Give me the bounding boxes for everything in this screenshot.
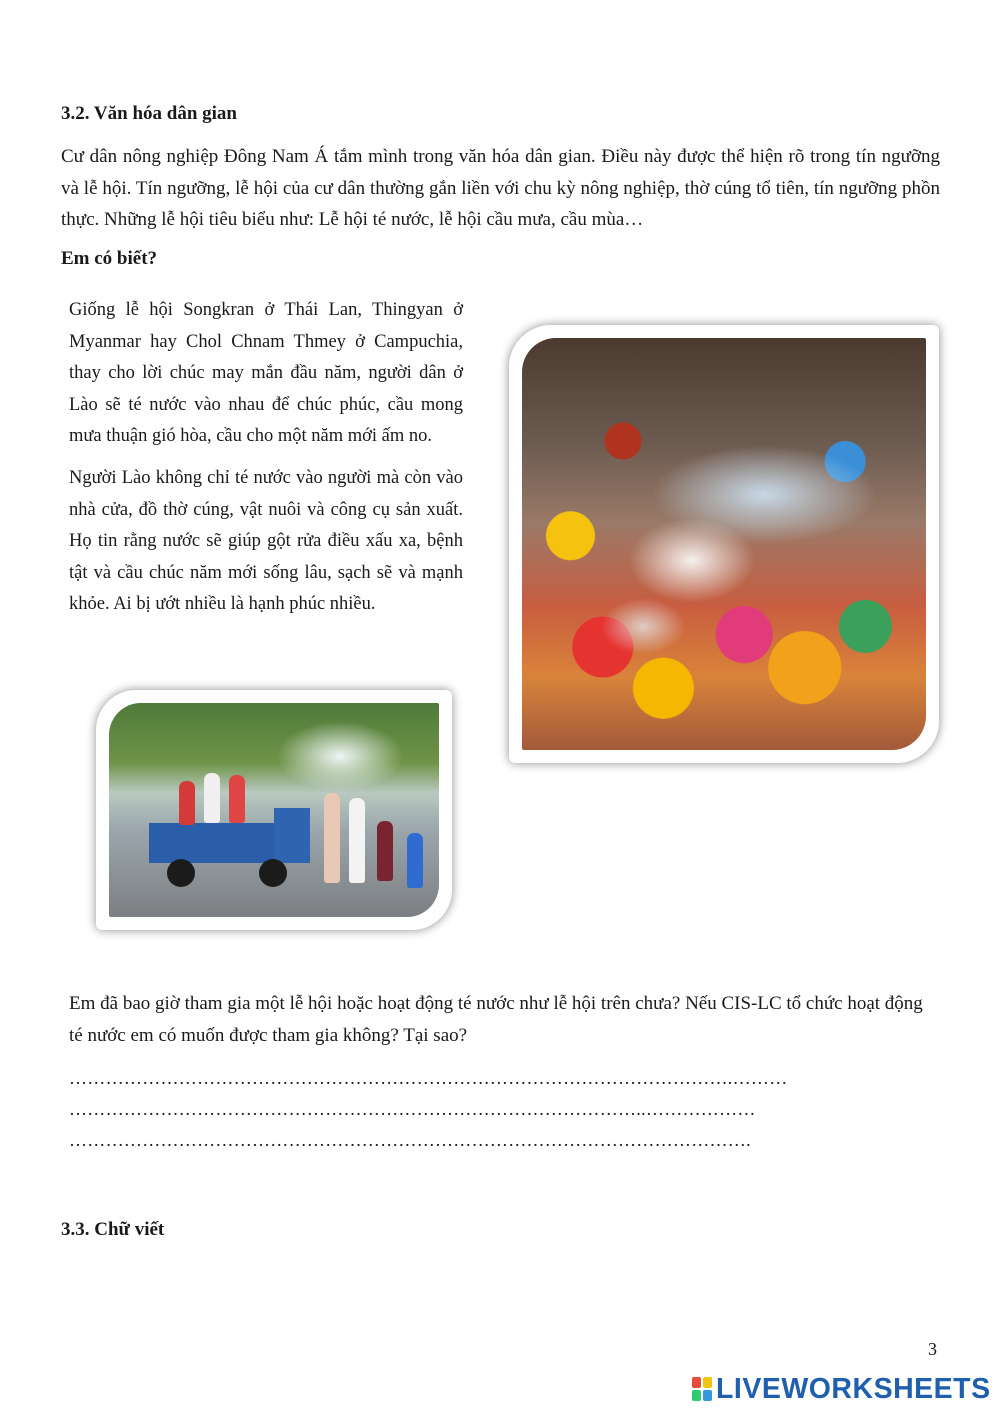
did-you-know-paragraph-1: Giống lễ hội Songkran ở Thái Lan, Thingyan ở Myanmar hay Chol Chnam Thmey ở Campuchia, thay cho lời chúc may mắn đầu năm, người dân ở Lào sẽ té nước vào nhau để chúc phúc, cầu mong mưa thuận gió hòa, cầu cho một năm mới ấm no. [69, 300, 463, 446]
section-heading-3-2: 3.2. Văn hóa dân gian [61, 103, 237, 124]
truck-wheel [259, 859, 287, 887]
festival-photo-frame [509, 325, 939, 763]
person-shape [179, 781, 195, 825]
answer-line-2[interactable]: …………………………………………………………………………………..……………… [69, 1099, 756, 1119]
answer-line-1[interactable]: ……………………………………………………………………………………………….……… [69, 1068, 788, 1088]
section-paragraph: Cư dân nông nghiệp Đông Nam Á tắm mình trong văn hóa dân gian. Điều này được thể hiện rõ trong tín ngưỡng và lễ hội. Tín ngưỡng, lễ hội của cư dân thường gắn liền với chu kỳ nông nghiệp, thờ cúng tổ tiên, tín ngưỡng phồn thực. Những lễ hội tiêu biểu như: Lễ hội té nước, lễ hội cầu mưa, cầu mùa… [61, 146, 940, 230]
answer-line-3[interactable]: …………………………………………………………………………………………………. [69, 1130, 751, 1150]
did-you-know-paragraph-2: Người Lào không chỉ té nước vào người mà còn vào nhà cửa, đồ thờ cúng, vật nuôi và công cụ sản xuất. Họ tin rằng nước sẽ giúp gột rửa điều xấu xa, bệnh tật và cầu chúc năm mới sống lâu, sạch sẽ và mạnh khỏe. Ai bị ướt nhiều là hạnh phúc nhiều. [69, 468, 463, 614]
person-shape [377, 821, 393, 881]
person-shape [324, 793, 340, 883]
person-shape [229, 775, 245, 823]
liveworksheets-logo-text: LIVEWORKSHEETS [716, 1373, 991, 1405]
page-number: 3 [928, 1339, 937, 1359]
person-shape [349, 798, 365, 883]
festival-photo [522, 338, 926, 750]
did-you-know-heading: Em có biết? [61, 248, 158, 269]
person-shape [204, 773, 220, 823]
section-heading-3-3: 3.3. Chữ viết [61, 1219, 165, 1240]
truck-cab-shape [274, 808, 310, 863]
truck-photo [109, 703, 439, 917]
liveworksheets-logo [692, 1374, 991, 1404]
liveworksheets-logo-icon [692, 1377, 712, 1401]
question-text: Em đã bao giờ tham gia một lễ hội hoặc hoạt động té nước như lễ hội trên chưa? Nếu CIS-LC tổ chức hoạt động té nước em có muốn được tham gia không? Tại sao? [69, 993, 923, 1046]
truck-photo-frame [96, 690, 452, 930]
person-shape [407, 833, 423, 888]
truck-wheel [167, 859, 195, 887]
